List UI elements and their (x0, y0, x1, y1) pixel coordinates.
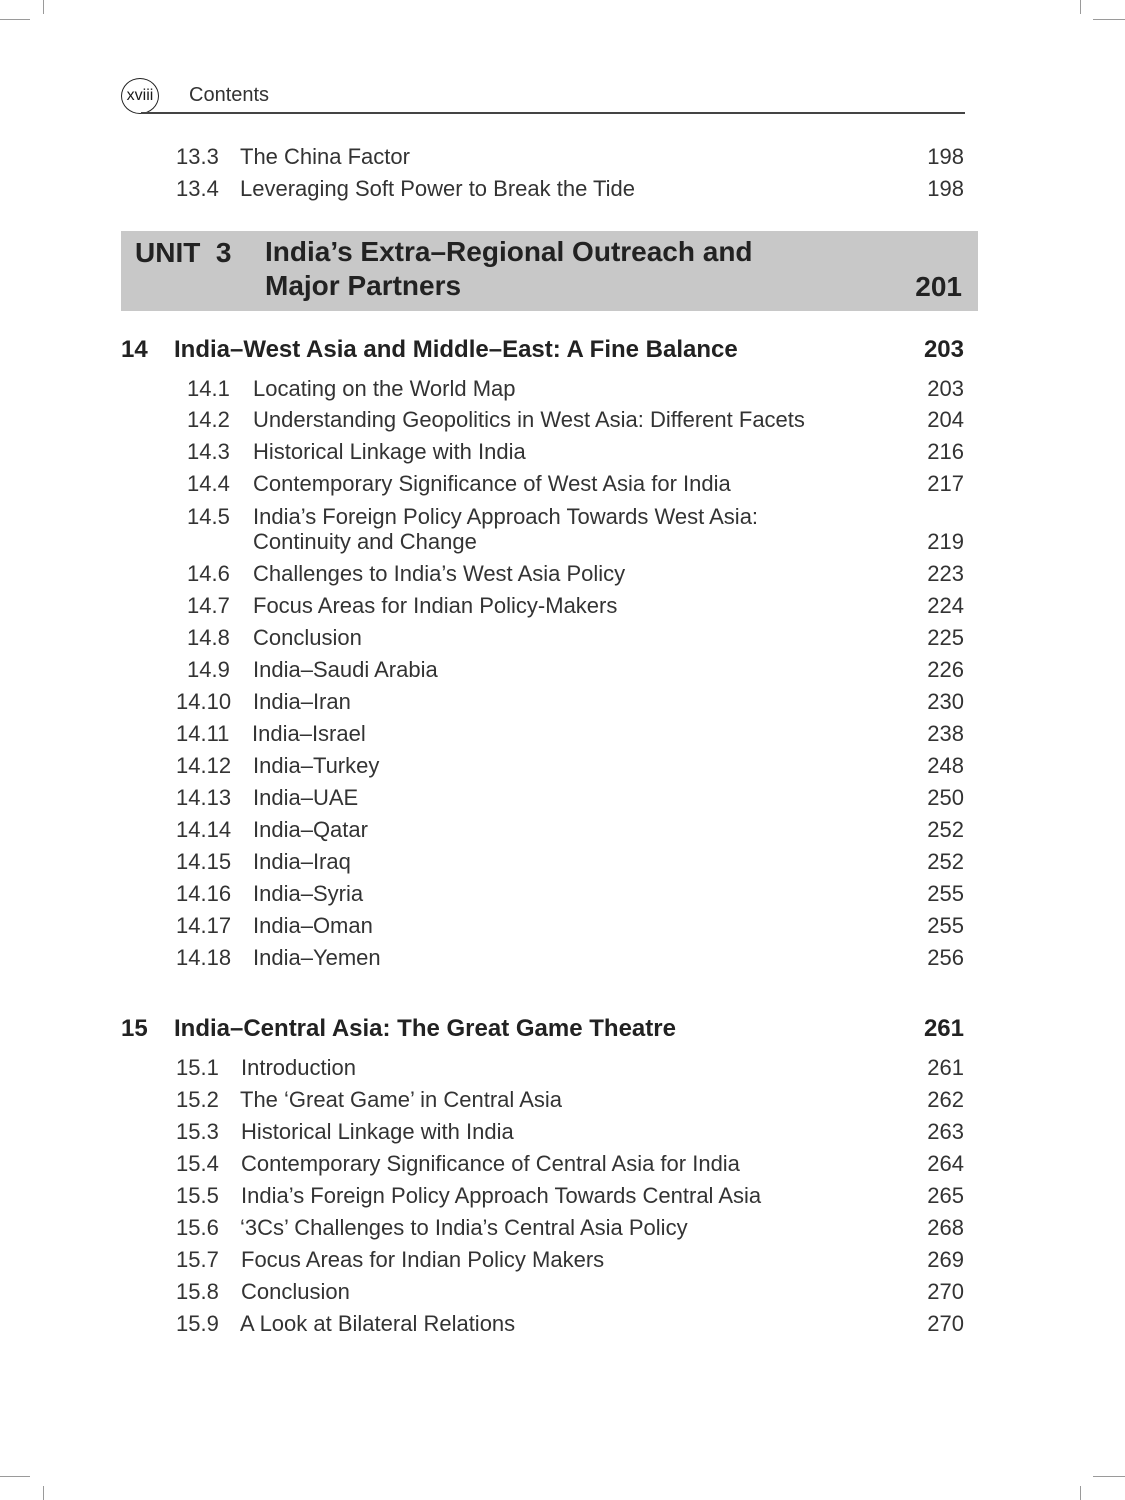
unit-title-line: Major Partners (265, 270, 462, 301)
unit-page: 201 (915, 271, 962, 302)
section-title: ‘3Cs’ Challenges to India’s Central Asia Policy (240, 1215, 688, 1240)
section-page: 224 (927, 593, 964, 618)
toc-entry[interactable] (0, 721, 1125, 749)
toc-entry[interactable] (0, 1311, 1125, 1339)
section-page: 250 (927, 785, 964, 810)
crop-mark (1080, 1486, 1081, 1500)
chapter-page: 261 (923, 1015, 964, 1042)
section-page: 203 (927, 376, 964, 401)
section-page: 223 (927, 561, 964, 586)
chapter-title: India–West Asia and Middle–East: A Fine Balance (174, 336, 738, 363)
section-title: Contemporary Significance of West Asia for India (253, 471, 731, 496)
section-page: 270 (927, 1311, 964, 1336)
section-number: 14.11 (176, 721, 230, 746)
section-page: 198 (927, 176, 964, 201)
toc-entry[interactable] (0, 176, 1125, 204)
section-page: 255 (927, 913, 964, 938)
section-page: 269 (927, 1247, 964, 1272)
toc-entry[interactable] (0, 504, 1125, 558)
section-title: Historical Linkage with India (253, 439, 526, 464)
section-number: 14.6 (187, 561, 230, 586)
section-page: 252 (927, 817, 964, 842)
crop-mark (0, 1476, 30, 1477)
unit-title (265, 235, 865, 303)
section-page: 217 (927, 471, 964, 496)
toc-entry[interactable] (0, 376, 1125, 404)
section-number: 14.3 (187, 439, 230, 464)
toc-entry[interactable] (0, 407, 1125, 435)
toc-entry[interactable] (0, 1055, 1125, 1083)
toc-entry[interactable] (0, 625, 1125, 653)
section-title: India–Saudi Arabia (253, 657, 438, 682)
section-number: 14.9 (187, 657, 230, 682)
section-title: Leveraging Soft Power to Break the Tide (240, 176, 636, 201)
section-page: 262 (927, 1087, 964, 1112)
section-number: 14.5 (187, 504, 230, 529)
section-title: Conclusion (241, 1279, 350, 1304)
section-title: Conclusion (253, 625, 362, 650)
toc-entry[interactable] (0, 753, 1125, 781)
toc-entry[interactable] (0, 817, 1125, 845)
section-title: India–Qatar (253, 817, 368, 842)
toc-entry[interactable] (0, 1119, 1125, 1147)
running-header (121, 74, 965, 116)
unit-label: UNIT 3 (135, 237, 232, 268)
toc-entry[interactable] (0, 471, 1125, 499)
section-number: 14.16 (176, 881, 232, 906)
section-title: Historical Linkage with India (241, 1119, 514, 1144)
section-number: 15.8 (176, 1279, 219, 1304)
toc-entry[interactable] (0, 1215, 1125, 1243)
unit-title-line: India’s Extra–Regional Outreach and (265, 236, 753, 267)
toc-entry[interactable] (0, 1183, 1125, 1211)
section-page: 198 (927, 144, 964, 169)
section-title: India–Oman (253, 913, 373, 938)
section-number: 15.3 (176, 1119, 219, 1144)
section-title: India–Yemen (253, 945, 381, 970)
toc-entry[interactable] (0, 881, 1125, 909)
chapter-page: 203 (923, 336, 964, 363)
section-title: India–Iraq (253, 849, 351, 874)
section-page: 270 (927, 1279, 964, 1304)
toc-entry[interactable] (0, 144, 1125, 172)
crop-mark (43, 0, 44, 14)
section-number: 14.7 (187, 593, 230, 618)
toc-entry[interactable] (0, 945, 1125, 973)
section-title: India–Iran (253, 689, 351, 714)
section-page: 256 (927, 945, 964, 970)
section-title: Focus Areas for Indian Policy-Makers (253, 593, 618, 618)
section-number: 14.15 (176, 849, 232, 874)
toc-entry[interactable] (0, 593, 1125, 621)
chapter-heading[interactable] (0, 1015, 1125, 1045)
section-title: Contemporary Significance of Central Asia for India (241, 1151, 740, 1176)
section-number: 14.13 (176, 785, 232, 810)
section-number: 15.9 (176, 1311, 219, 1336)
section-title: The ‘Great Game’ in Central Asia (240, 1087, 562, 1112)
section-number: 14.14 (176, 817, 232, 842)
section-title: India–UAE (253, 785, 359, 810)
section-title: Locating on the World Map (253, 376, 516, 401)
crop-mark (1093, 19, 1125, 20)
section-number: 15.7 (176, 1247, 219, 1272)
toc-entry[interactable] (0, 785, 1125, 813)
section-number: 15.4 (176, 1151, 219, 1176)
toc-entry[interactable] (0, 1247, 1125, 1275)
section-page: 261 (927, 1055, 964, 1080)
section-title: Introduction (241, 1055, 356, 1080)
section-number: 15.1 (176, 1055, 219, 1080)
section-title: India’s Foreign Policy Approach Towards Central Asia (241, 1183, 762, 1208)
toc-entry[interactable] (0, 561, 1125, 589)
section-number: 15.5 (176, 1183, 219, 1208)
toc-entry[interactable] (0, 689, 1125, 717)
section-number: 14.1 (187, 376, 230, 401)
section-number: 14.4 (187, 471, 230, 496)
unit-heading[interactable] (121, 231, 978, 311)
section-page: 263 (927, 1119, 964, 1144)
section-title: Understanding Geopolitics in West Asia: Different Facets (253, 407, 805, 432)
section-number: 14.2 (187, 407, 230, 432)
section-number: 13.3 (176, 144, 219, 169)
header-title: Contents (189, 84, 270, 106)
section-page: 204 (927, 407, 964, 432)
section-number: 14.12 (176, 753, 232, 778)
chapter-heading[interactable] (0, 336, 1125, 366)
section-page: 238 (927, 721, 964, 746)
header-rule (141, 112, 965, 114)
section-title: India’s Foreign Policy Approach Towards West Asia: (253, 504, 759, 529)
section-number: 15.6 (176, 1215, 219, 1240)
section-number: 15.2 (176, 1087, 219, 1112)
section-number: 14.18 (176, 945, 232, 970)
page-number-badge: xviii (121, 78, 159, 114)
section-title-continued: Continuity and Change (253, 529, 477, 554)
toc-entry[interactable] (0, 1279, 1125, 1307)
section-number: 14.8 (187, 625, 230, 650)
toc-entry[interactable] (0, 657, 1125, 685)
toc-entry[interactable] (0, 913, 1125, 941)
section-title: A Look at Bilateral Relations (240, 1311, 516, 1336)
section-page: 219 (927, 529, 964, 554)
section-title: The China Factor (240, 144, 410, 169)
crop-mark (43, 1486, 44, 1500)
section-title: India–Turkey (253, 753, 380, 778)
chapter-title: India–Central Asia: The Great Game Theatre (174, 1015, 676, 1042)
crop-mark (1093, 1476, 1125, 1477)
toc-entry[interactable] (0, 439, 1125, 467)
section-title: Challenges to India’s West Asia Policy (253, 561, 626, 586)
section-page: 248 (927, 753, 964, 778)
section-page: 264 (927, 1151, 964, 1176)
section-page: 255 (927, 881, 964, 906)
toc-entry[interactable] (0, 1151, 1125, 1179)
crop-mark (1080, 0, 1081, 14)
section-number: 13.4 (176, 176, 219, 201)
section-page: 225 (927, 625, 964, 650)
section-number: 14.10 (176, 689, 232, 714)
section-page: 230 (927, 689, 964, 714)
section-page: 226 (927, 657, 964, 682)
chapter-number: 15 (121, 1015, 148, 1042)
section-page: 252 (927, 849, 964, 874)
section-number: 14.17 (176, 913, 232, 938)
section-page: 265 (927, 1183, 964, 1208)
toc-entry[interactable] (0, 1087, 1125, 1115)
chapter-number: 14 (121, 336, 148, 363)
section-page: 268 (927, 1215, 964, 1240)
crop-mark (0, 19, 30, 20)
section-page: 216 (927, 439, 964, 464)
toc-entry[interactable] (0, 849, 1125, 877)
section-title: Focus Areas for Indian Policy Makers (241, 1247, 605, 1272)
section-title: India–Israel (252, 721, 366, 746)
section-title: India–Syria (253, 881, 364, 906)
